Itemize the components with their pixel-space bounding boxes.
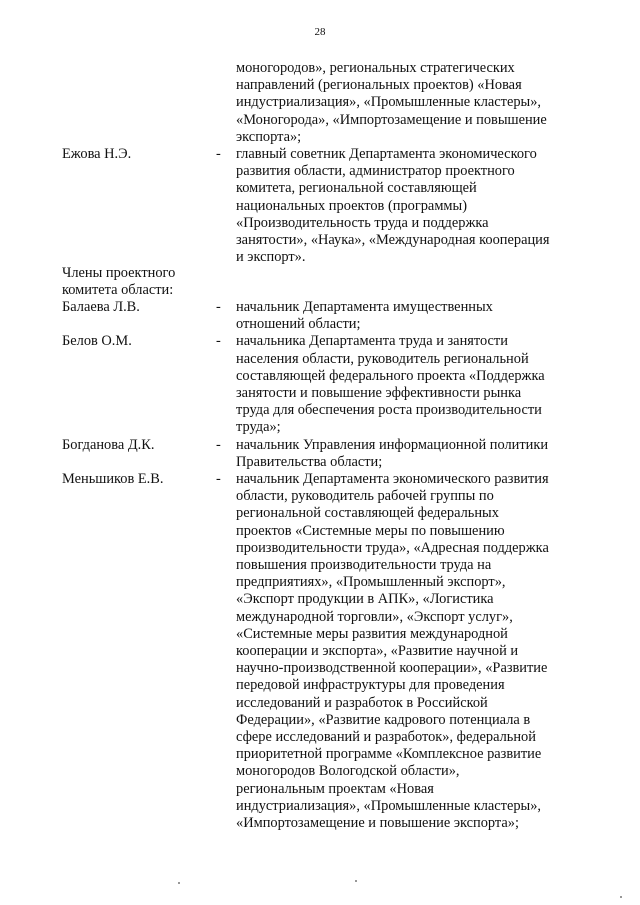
text-line: труда для обеспечения роста производительности: [236, 402, 542, 419]
text-line: экспорта»;: [236, 128, 302, 145]
member-dash: -: [216, 333, 221, 350]
text-line: направлений (региональных проектов) «Новая: [236, 77, 522, 94]
member-dash: -: [216, 146, 221, 163]
intro-continuation-text: [236, 60, 578, 146]
member-name: Богданова Д.К.: [62, 436, 155, 453]
text-line: региональным проектам «Новая: [236, 780, 434, 797]
text-line: передовой инфраструктуры для проведения: [236, 677, 505, 694]
text-line: региональной составляющей федеральных: [236, 505, 499, 522]
text-line: составляющей федерального проекта «Поддержка: [236, 367, 545, 384]
text-line: международной торговли», «Экспорт услуг»,: [236, 608, 513, 625]
text-line: начальник Управления информационной политики: [236, 436, 549, 453]
member-dash: -: [216, 299, 221, 315]
text-line: развития области, администратор проектного: [236, 163, 515, 180]
member-entry-bogdanova: [0, 437, 640, 471]
member-entry-menshikov: [0, 471, 640, 832]
text-line: начальник Департамента экономического развития: [236, 471, 549, 488]
text-line: и экспорт».: [236, 249, 306, 266]
member-role: [236, 471, 578, 832]
text-line: сфере исследований и разработок», федеральной: [236, 729, 536, 746]
text-line: труда»;: [236, 419, 281, 436]
text-line: Члены проектного: [62, 265, 176, 281]
member-name: Балаева Л.В.: [62, 299, 140, 315]
text-line: «Экспорт продукции в АПК», «Логистика: [236, 591, 494, 608]
member-name: Ежова Н.Э.: [62, 146, 132, 163]
member-role: [236, 333, 578, 436]
member-dash: -: [216, 471, 221, 488]
text-line: «Моногорода», «Импортозамещение и повышение: [236, 111, 547, 128]
text-line: производительности труда», «Адресная поддержка: [236, 539, 549, 556]
text-line: комитета области:: [62, 282, 174, 299]
text-line: занятости и повышение эффективности рынка: [236, 385, 522, 402]
text-line: моногородов», региональных стратегических: [236, 60, 515, 76]
text-line: населения области, руководитель региональной: [236, 350, 529, 367]
text-line: главный советник Департамента экономического: [236, 146, 537, 163]
document-body: [0, 60, 640, 266]
text-line: комитета, региональной составляющей: [236, 180, 477, 197]
text-line: индустриализация», «Промышленные кластеры»,: [236, 94, 542, 111]
scan-speck: [178, 882, 180, 884]
text-line: проектов «Системные меры по повышению: [236, 522, 505, 539]
scan-speck: [355, 880, 357, 882]
text-line: исследований и разработок в Российской: [236, 694, 488, 711]
text-line: «Импортозамещение и повышение экспорта»;: [236, 815, 519, 832]
text-line: национальных проектов (программы): [236, 197, 467, 214]
text-line: приоритетной программе «Комплексное развитие: [236, 746, 542, 763]
text-line: кооперации и экспорта», «Развитие научной и: [236, 643, 519, 660]
text-line: начальника Департамента труда и занятости: [236, 333, 508, 350]
member-entry-ezhova: [0, 146, 640, 266]
text-line: занятости», «Наука», «Международная кооперация: [236, 232, 550, 249]
text-line: Правительства области;: [236, 453, 383, 470]
text-line: области, руководитель рабочей группы по: [236, 488, 494, 505]
text-line: отношений области;: [236, 316, 361, 333]
scan-speck: [620, 896, 622, 898]
section-heading-members: [62, 265, 222, 299]
text-line: «Производительность труда и поддержка: [236, 214, 489, 231]
member-dash: -: [216, 436, 221, 453]
text-line: моногородов Вологодской области»,: [236, 763, 460, 780]
members-list: [0, 299, 640, 832]
page-number: 28: [314, 26, 326, 38]
text-line: предприятиях», «Промышленный экспорт»,: [236, 574, 506, 591]
member-name: Меньшиков Е.В.: [62, 471, 164, 488]
text-line: повышения производительности труда на: [236, 557, 492, 574]
member-name: Белов О.М.: [62, 333, 132, 350]
text-line: «Системные меры развития международной: [236, 625, 508, 642]
member-role: [236, 299, 578, 333]
text-line: научно-производственной кооперации», «Развитие: [236, 660, 548, 677]
member-entry-balaeva: [0, 299, 640, 333]
text-line: начальник Департамента имущественных: [236, 299, 493, 315]
member-role: [236, 146, 578, 266]
member-role: [236, 437, 578, 471]
intro-continuation: [0, 60, 640, 146]
text-line: индустриализация», «Промышленные кластеры»,: [236, 797, 542, 814]
text-line: Федерации», «Развитие кадрового потенциала в: [236, 711, 531, 728]
member-entry-belov: [0, 333, 640, 436]
